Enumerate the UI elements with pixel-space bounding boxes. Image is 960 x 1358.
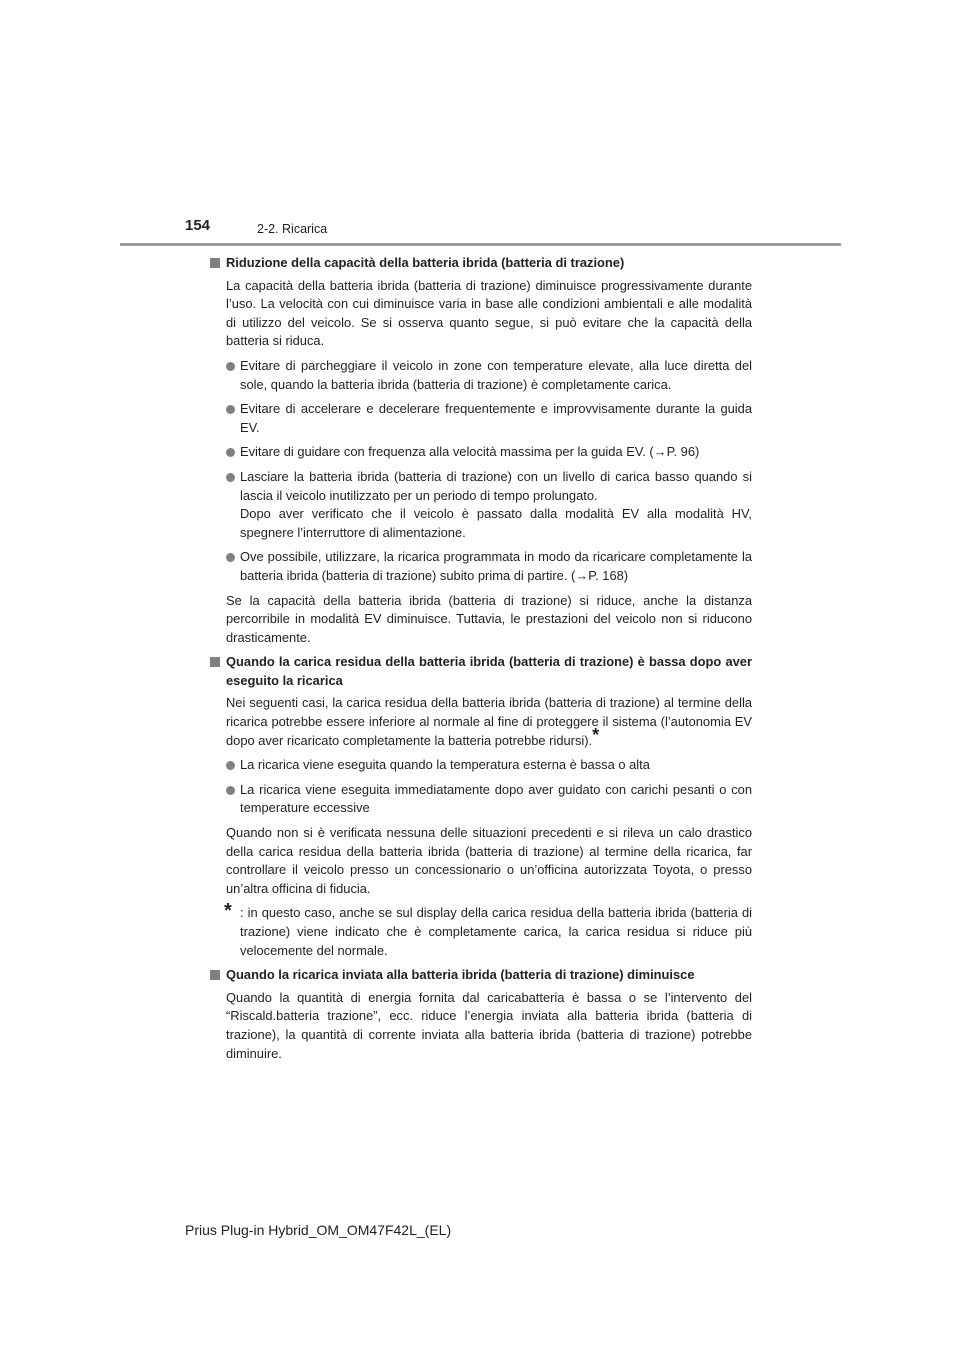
circle-bullet-icon [226,473,235,482]
list-item-text: Evitare di accelerare e decelerare frequentemente e improvvisamente durante la guida EV. [240,401,752,435]
circle-bullet-icon [226,786,235,795]
list-item-text: La ricarica viene eseguita quando la temperatura esterna è bassa o alta [240,757,650,773]
square-bullet-icon [210,258,220,268]
paragraph: Quando la quantità di energia fornita dal caricabatteria è bassa o se l’intervento del “Riscald.batteria trazione”, ecc. riduce l’energia inviata alla batteria ibrida (batteria di trazione), la quantità di corrente inviata alla batteria ibrida (batteria di trazione) potrebbe diminuire. [226,989,752,1061]
list-item-text: La ricarica viene eseguita immediatamente dopo aver guidato con carichi pesanti o con temperature eccessive [240,781,752,816]
square-bullet-icon [210,657,220,667]
list-item-text: Lasciare la batteria ibrida (batteria di trazione) con un livello di carica basso quando si lascia il veicolo inutilizzato per un periodo di tempo prolungato. [240,468,752,503]
list-item [210,443,752,462]
heading-text: Quando la ricarica inviata alla batteria ibrida (batteria di trazione) diminuisce [226,967,695,983]
section-title: 2-2. Ricarica [257,222,328,236]
circle-bullet-icon [226,448,235,457]
list-item-text-continued: Dopo aver verificato che il veicolo è passato dalla modalità EV alla modalità HV, spegnere l’interruttore di alimentazione. [240,506,752,540]
footnote-text: : in questo caso, anche se sul display della carica residua della batteria ibrida (batteria di trazione) viene indicato che è completamente carica, la carica residua si riduce più velocemente del normale. [240,905,752,958]
footnote [210,900,752,960]
section-heading-capacity [210,254,752,273]
paragraph-text: Nei seguenti casi, la carica residua della batteria ibrida (batteria di trazione) al termine della ricarica potrebbe essere inferiore al normale al fine di proteggere il sistema (l’autonomia EV dopo aver ricaricato completamente la batteria potrebbe ridursi). [226,695,752,748]
circle-bullet-icon [226,405,235,414]
circle-bullet-icon [226,553,235,562]
circle-bullet-icon [226,362,235,371]
document-footer: Prius Plug-in Hybrid_OM_OM47F42L_(EL) [185,1222,452,1238]
page-content [210,254,752,1069]
paragraph [210,694,752,750]
circle-bullet-icon [226,761,235,770]
list-item [210,756,752,775]
page-number: 154 [185,217,211,234]
paragraph: Se la capacità della batteria ibrida (batteria di trazione) si riduce, anche la distanza percorribile in modalità EV diminuisce. Tuttavia, le prestazioni del veicolo non si riducono drasticamente. [226,592,752,645]
square-bullet-icon [210,970,220,980]
list-item-text: Evitare di guidare con frequenza alla velocità massima per la guida EV. (→P. 96) [240,444,700,460]
footnote-reference: * [592,724,600,745]
header-divider [120,243,841,246]
list-item [210,548,752,585]
heading-text: Quando la carica residua della batteria ibrida (batteria di trazione) è bassa dopo aver eseguito la ricarica [226,654,752,688]
heading-text: Riduzione della capacità della batteria ibrida (batteria di trazione) [226,255,625,270]
paragraph: La capacità della batteria ibrida (batteria di trazione) diminuisce progressivamente durante l’uso. La velocità con cui diminuisce varia in base alle condizioni ambientali e alle modalità di utilizzo del veicolo. Se si osserva quanto segue, si può evitare che la capacità della batteria si riduca. [226,277,752,349]
list-item [210,357,752,394]
footnote-mark: * [224,900,232,923]
list-item [210,468,752,542]
list-item [210,781,752,818]
list-item [210,400,752,437]
section-heading-low-charge [210,653,752,690]
list-item-text: Evitare di parcheggiare il veicolo in zone con temperature elevate, alla luce diretta del sole, quando la batteria ibrida (batteria di trazione) è completamente carica. [240,357,752,392]
paragraph: Quando non si è verificata nessuna delle situazioni precedenti e si rileva un calo drastico della carica residua della batteria ibrida (batteria di trazione) al termine della ricarica, far controllare il veicolo presso un concessionario o un’officina autorizzata Toyota, o presso un’altra officina di fiducia. [226,825,752,896]
list-item-text: Ove possibile, utilizzare, la ricarica programmata in modo da ricaricare completamente la batteria ibrida (batteria di trazione) subito prima di partire. (→P. 168) [240,549,752,583]
section-heading-reduced-charge [210,966,752,985]
